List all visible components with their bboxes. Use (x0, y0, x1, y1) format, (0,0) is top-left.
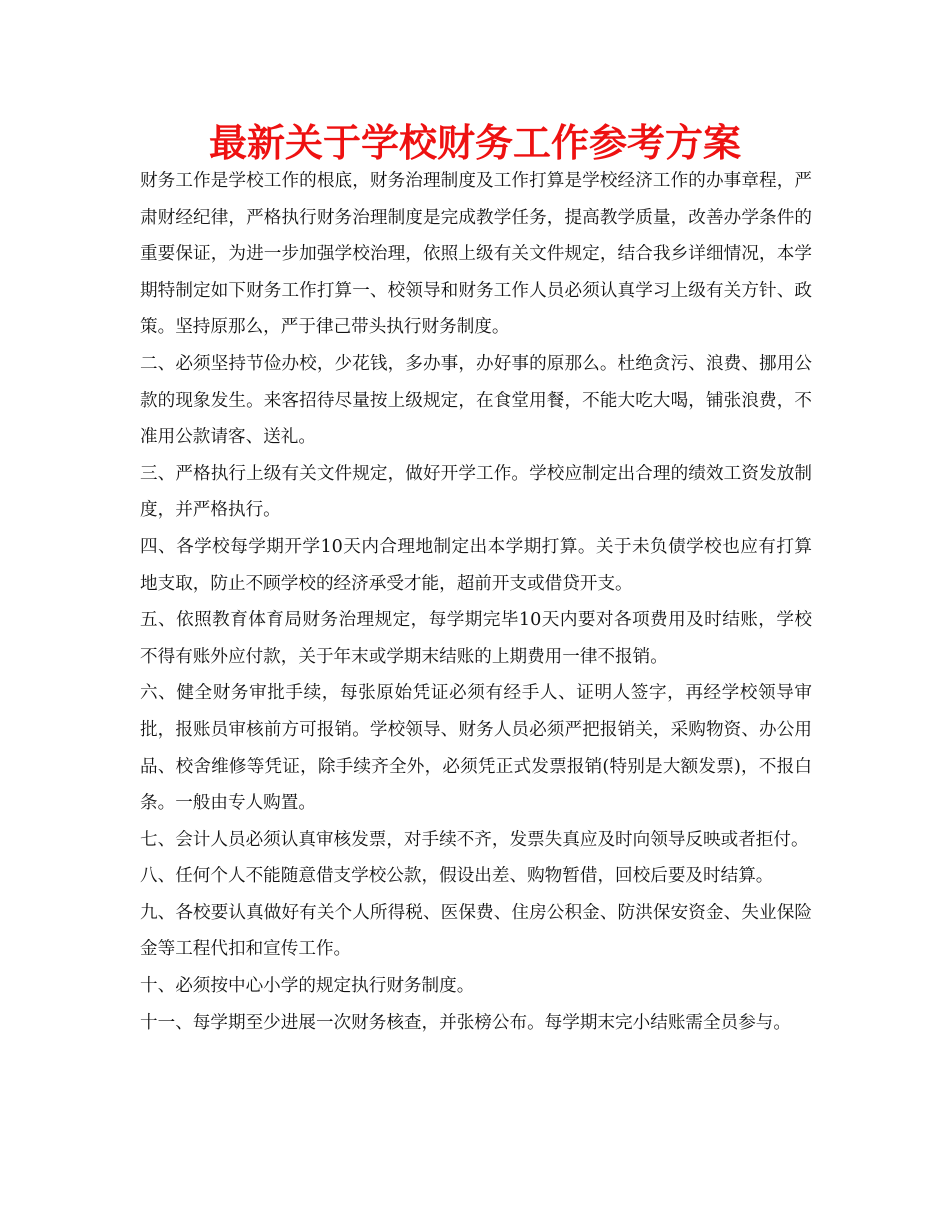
paragraph-5: 五、依照教育体育局财务治理规定，每学期完毕10天内要对各项费用及时结账，学校不得有账外应付款，关于年末或学期末结账的上期费用一律不报销。 (140, 610, 812, 667)
paragraph-9: 九、各校要认真做好有关个人所得税、医保费、住房公积金、防洪保安资金、失业保险金等工程代扣和宣传工作。 (140, 902, 812, 960)
document-title: 最新关于学校财务工作参考方案 (208, 121, 741, 165)
paragraph-11: 十一、每学期至少进展一次财务核查，并张榜公布。每学期末完小结账需全员参与。 (140, 1012, 791, 1033)
paragraph-4: 四、各学校每学期开学10天内合理地制定出本学期打算。关于未负债学校也应有打算地支取，防止不顾学校的经济承受才能，超前开支或借贷开支。 (140, 536, 812, 594)
paragraph-3: 三、严格执行上级有关文件规定，做好开学工作。学校应制定出合理的绩效工资发放制度，并严格执行。 (140, 463, 812, 521)
paragraph-10: 十、必须按中心小学的规定执行财务制度。 (140, 976, 475, 997)
paragraph-intro: 财务工作是学校工作的根底，财务治理制度及工作打算是学校经济工作的办事章程，严肃财经纪律，严格执行财务治理制度是完成教学任务，提高教学质量，改善办学条件的重要保证，为进一步加强学校治理，依照上级有关文件规定，结合我乡详细情况，本学期特制定如下财务工作打算一、校领导和财务工作人员必须认真学习上级有关方针、政策。坚持原那么，严于律己带头执行财务制度。 (140, 171, 812, 338)
document-body (140, 163, 812, 1041)
paragraph-6: 六、健全财务审批手续，每张原始凭证必须有经手人、证明人签字，再经学校领导审批，报账员审核前方可报销。学校领导、财务人员必须严把报销关，采购物资、办公用品、校舍维修等凭证，除手续齐全外，必须凭正式发票报销(特别是大额发票)，不报白条。一般由专人购置。 (140, 683, 812, 814)
paragraph-8: 八、任何个人不能随意借支学校公款，假设出差、购物暂借，回校后要及时结算。 (140, 866, 774, 887)
paragraph-7: 七、会计人员必须认真审核发票，对手续不齐，发票失真应及时向领导反映或者拒付。 (140, 829, 809, 850)
paragraph-2: 二、必须坚持节俭办校，少花钱，多办事，办好事的原那么。杜绝贪污、浪费、挪用公款的现象发生。来客招待尽量按上级规定，在食堂用餐，不能大吃大喝，铺张浪费，不准用公款请客、送礼。 (140, 353, 812, 448)
